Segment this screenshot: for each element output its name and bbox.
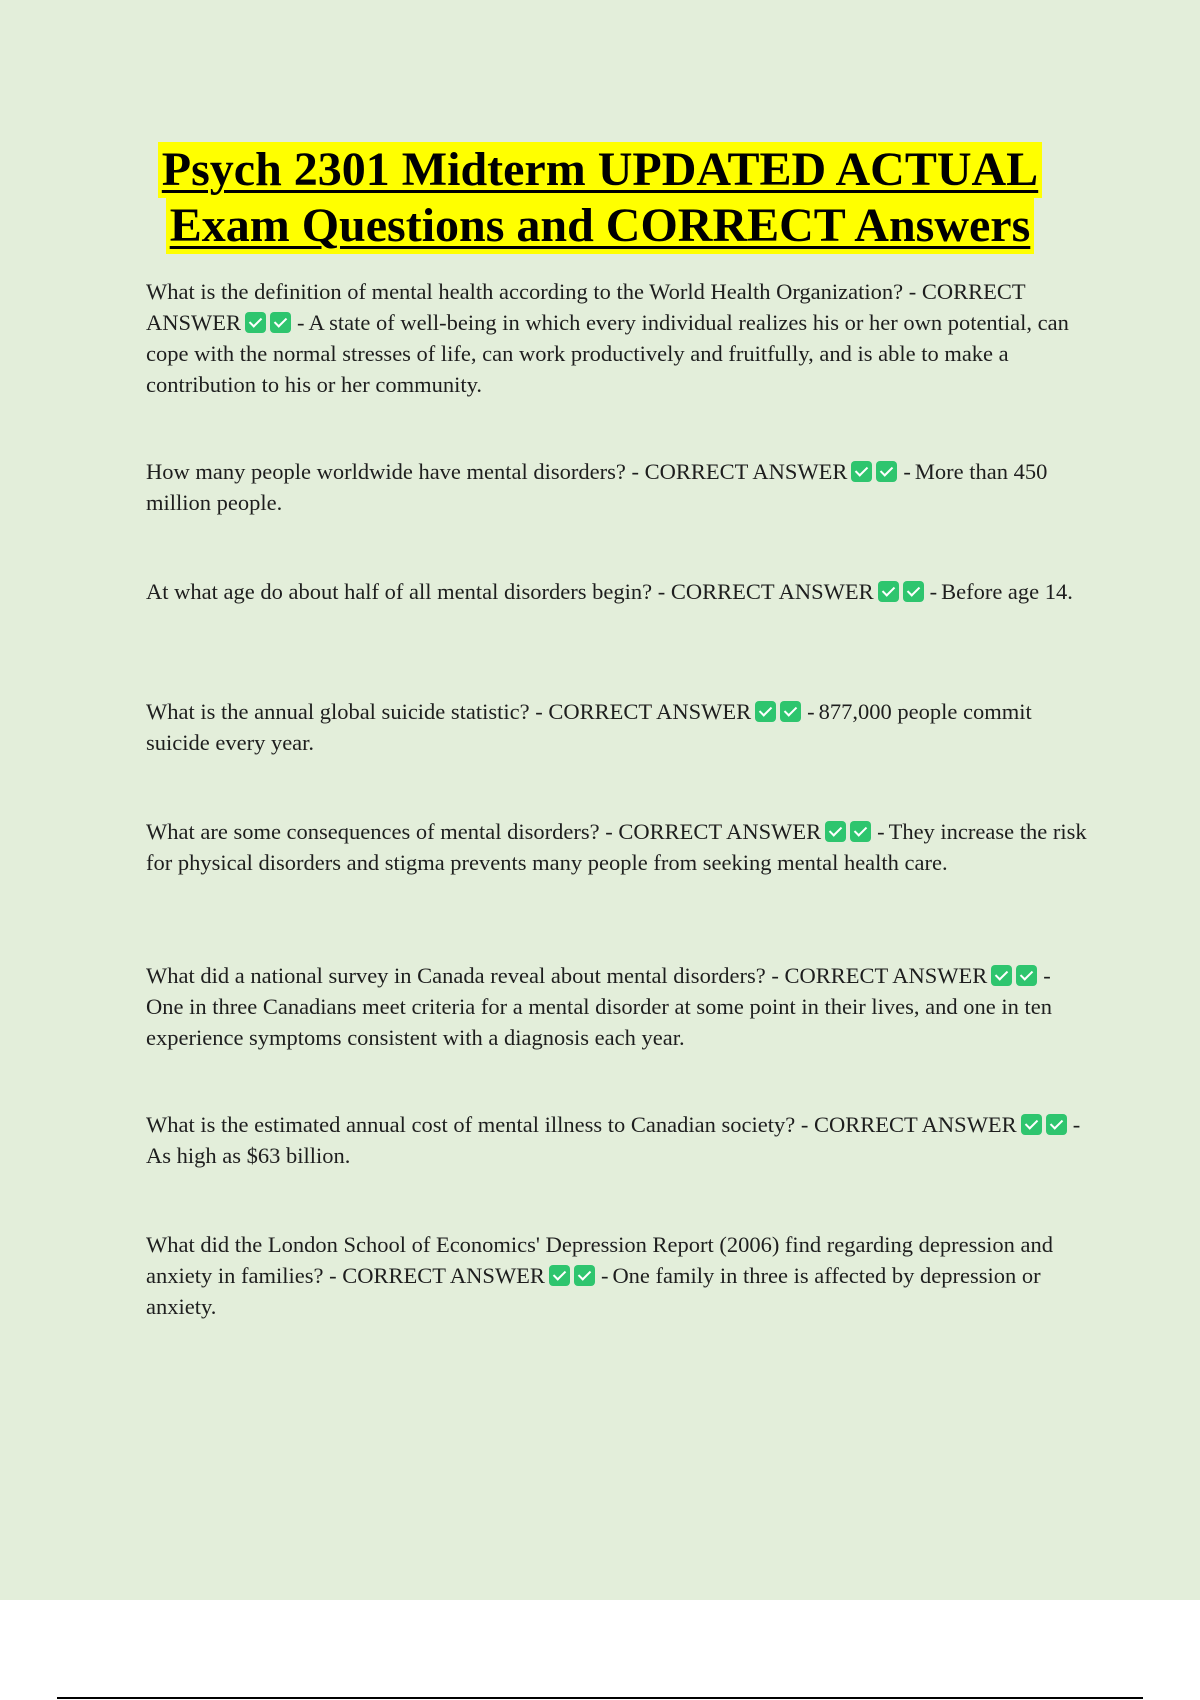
correct-answer-label: CORRECT ANSWER bbox=[618, 819, 822, 844]
green-checkbox-icon bbox=[825, 821, 846, 842]
answer-separator: - bbox=[1072, 1112, 1081, 1137]
qa-item bbox=[146, 816, 1092, 878]
qa-item bbox=[146, 456, 1092, 518]
answer-text: One in three Canadians meet criteria for a mental disorder at some point in their lives, and one in ten experience symptoms consistent with a diagnosis each year. bbox=[146, 994, 1052, 1050]
footer-rule bbox=[57, 1697, 1143, 1699]
answer-separator: - bbox=[903, 459, 911, 484]
qa-item bbox=[146, 576, 1092, 607]
question-text: What is the definition of mental health according to the World Health Organization? - bbox=[146, 279, 917, 304]
green-checkbox-icon bbox=[878, 581, 899, 602]
correct-answer-label: CORRECT ANSWER bbox=[146, 279, 1026, 335]
answer-separator: - bbox=[877, 819, 885, 844]
answer-separator: - bbox=[929, 579, 938, 604]
green-checkbox-icon bbox=[903, 581, 924, 602]
green-checkbox-icon bbox=[991, 965, 1012, 986]
question-text: What is the estimated annual cost of mental illness to Canadian society? - bbox=[146, 1112, 809, 1137]
answer-text: As high as $63 billion. bbox=[146, 1143, 351, 1168]
qa-item bbox=[146, 1229, 1092, 1322]
answer-separator: - bbox=[807, 699, 815, 724]
qa-item bbox=[146, 696, 1092, 758]
correct-answer-label: CORRECT ANSWER bbox=[813, 1112, 1017, 1137]
answer-text: They increase the risk for physical disorders and stigma prevents many people from seeking mental health care. bbox=[146, 819, 1087, 875]
qa-item bbox=[146, 960, 1092, 1053]
green-checkbox-icon bbox=[780, 701, 801, 722]
answer-separator: - bbox=[297, 310, 305, 335]
green-checkbox-icon bbox=[876, 461, 897, 482]
question-text: At what age do about half of all mental disorders begin? - bbox=[146, 579, 666, 604]
correct-answer-label: CORRECT ANSWER bbox=[342, 1263, 545, 1288]
green-checkbox-icon bbox=[851, 461, 872, 482]
green-checkbox-icon bbox=[245, 312, 266, 333]
correct-answer-label: CORRECT ANSWER bbox=[548, 699, 752, 724]
green-checkbox-icon bbox=[574, 1265, 595, 1286]
green-checkbox-icon bbox=[1046, 1114, 1067, 1135]
answer-text: One family in three is affected by depression or anxiety. bbox=[146, 1263, 1041, 1319]
question-text: What is the annual global suicide statistic? - bbox=[146, 699, 543, 724]
green-checkbox-icon bbox=[850, 821, 871, 842]
document-title bbox=[0, 142, 1200, 254]
correct-answer-label: CORRECT ANSWER bbox=[784, 963, 988, 988]
green-checkbox-icon bbox=[270, 312, 291, 333]
answer-text: 877,000 people commit suicide every year. bbox=[146, 699, 1032, 755]
correct-answer-label: CORRECT ANSWER bbox=[644, 459, 848, 484]
title-line-1: Psych 2301 Midterm UPDATED ACTUAL bbox=[158, 142, 1042, 198]
qa-item bbox=[146, 276, 1092, 400]
green-checkbox-icon bbox=[1016, 965, 1037, 986]
question-text: What did the London School of Economics' Depression Report (2006) find regarding depression and anxiety in families? - bbox=[146, 1232, 1053, 1288]
question-text: What did a national survey in Canada reveal about mental disorders? - bbox=[146, 963, 779, 988]
question-text: How many people worldwide have mental disorders? - bbox=[146, 459, 639, 484]
answer-text: Before age 14. bbox=[941, 579, 1073, 604]
answer-text: More than 450 million people. bbox=[146, 459, 1048, 515]
qa-item bbox=[146, 1109, 1092, 1171]
answer-text: A state of well-being in which every individual realizes his or her own potential, can cope with the normal stresses of life, can work productively and fruitfully, and is able to make a contribution to his or her community. bbox=[146, 310, 1069, 397]
title-line-2: Exam Questions and CORRECT Answers bbox=[166, 198, 1035, 254]
answer-separator: - bbox=[600, 1263, 609, 1288]
green-checkbox-icon bbox=[1021, 1114, 1042, 1135]
correct-answer-label: CORRECT ANSWER bbox=[670, 579, 874, 604]
question-text: What are some consequences of mental disorders? - bbox=[146, 819, 613, 844]
green-checkbox-icon bbox=[755, 701, 776, 722]
green-checkbox-icon bbox=[549, 1265, 570, 1286]
answer-separator: - bbox=[1043, 963, 1051, 988]
